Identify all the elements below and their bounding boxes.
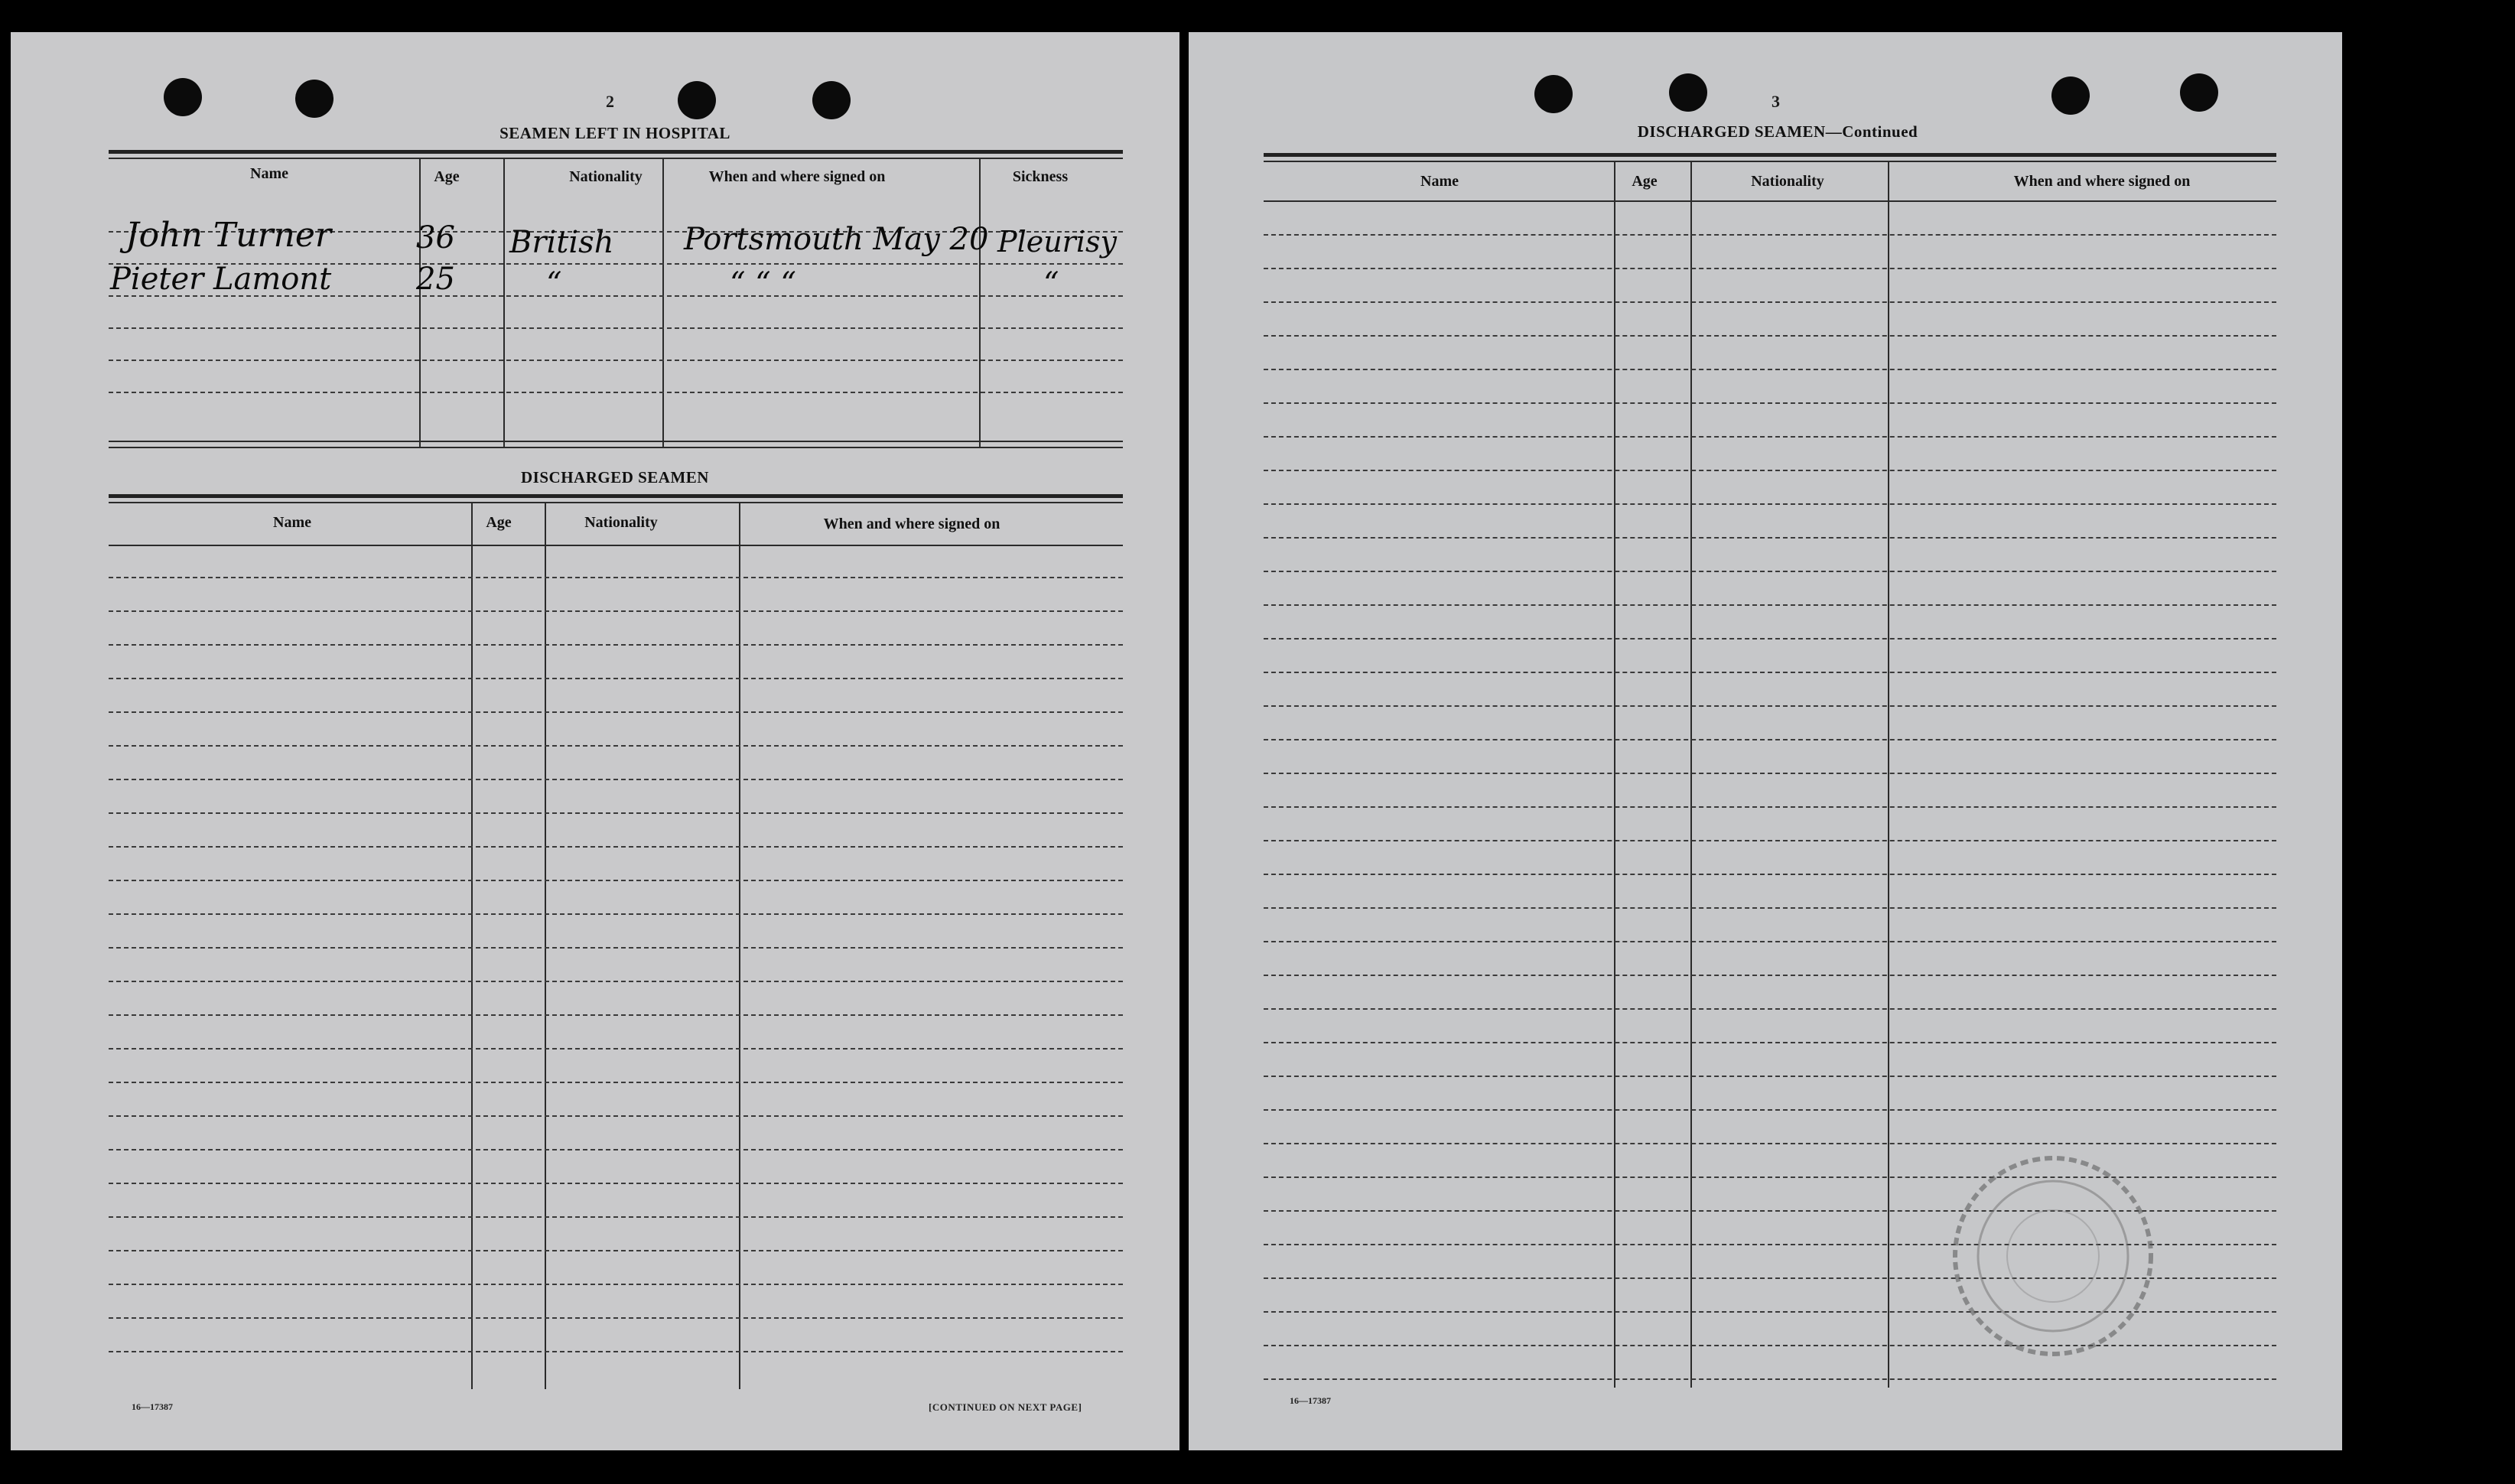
page-number: 2 bbox=[606, 92, 614, 111]
table-row-line bbox=[1264, 1008, 2276, 1010]
table-row-line bbox=[1264, 773, 2276, 775]
hospital-row-2-name: Pieter Lamont bbox=[110, 262, 332, 297]
right-page bbox=[1189, 32, 2342, 1450]
table-row-line bbox=[109, 779, 1123, 781]
table-row-line bbox=[1264, 436, 2276, 438]
table-row-line bbox=[109, 1351, 1123, 1353]
table-row-line bbox=[1264, 537, 2276, 539]
hospital-row-2-nationality: “ bbox=[546, 266, 562, 301]
table-row-line bbox=[1264, 571, 2276, 573]
table-row-line bbox=[109, 812, 1123, 815]
table-row-line bbox=[1264, 604, 2276, 607]
column-header-age: Age bbox=[1632, 173, 1658, 190]
punch-hole bbox=[812, 81, 851, 119]
column-header-age: Age bbox=[434, 168, 460, 185]
discharged-table bbox=[109, 494, 1123, 1391]
punch-hole bbox=[1534, 75, 1573, 113]
table-row-line bbox=[1264, 907, 2276, 910]
table-row-line bbox=[109, 1183, 1123, 1185]
punch-hole bbox=[1669, 73, 1707, 112]
table-row-line bbox=[1264, 739, 2276, 741]
table-row-line bbox=[109, 1284, 1123, 1286]
column-header-signed-on: When and where signed on bbox=[2013, 173, 2191, 190]
table-row-line bbox=[1264, 1378, 2276, 1381]
table-row-line bbox=[109, 644, 1123, 646]
column-header-nationality: Nationality bbox=[1751, 173, 1824, 190]
table-row-line bbox=[109, 913, 1123, 916]
table-row-line bbox=[1264, 672, 2276, 674]
table-row-line bbox=[1264, 335, 2276, 337]
table-row-line bbox=[109, 880, 1123, 882]
table-row-line bbox=[1264, 369, 2276, 371]
table-row-line bbox=[1264, 301, 2276, 304]
table-row-line bbox=[1264, 268, 2276, 270]
table-row-line bbox=[109, 1216, 1123, 1219]
table-row-line bbox=[109, 1082, 1123, 1084]
table-row-line bbox=[109, 1317, 1123, 1320]
column-header-nationality: Nationality bbox=[584, 514, 658, 531]
table-row-line bbox=[109, 947, 1123, 949]
table-row-line bbox=[109, 577, 1123, 579]
punch-hole bbox=[2051, 76, 2090, 115]
punch-hole bbox=[2180, 73, 2218, 112]
table-row-line bbox=[1264, 941, 2276, 943]
table-row-line bbox=[1264, 1109, 2276, 1111]
table-row-line bbox=[109, 1014, 1123, 1017]
hospital-row-1-age: 36 bbox=[416, 220, 455, 255]
circular-stamp bbox=[1938, 1141, 2168, 1371]
table-row-line bbox=[109, 1115, 1123, 1118]
table-row-line bbox=[1264, 806, 2276, 809]
table-row-line bbox=[1264, 1076, 2276, 1078]
hospital-row-2-age: 25 bbox=[416, 262, 455, 297]
table-row-line bbox=[1264, 638, 2276, 640]
table-row-line bbox=[1264, 874, 2276, 876]
left-page bbox=[11, 32, 1179, 1450]
hospital-row-1-nationality: British bbox=[509, 225, 614, 260]
table-row-line bbox=[109, 981, 1123, 983]
table-row-line bbox=[109, 1048, 1123, 1050]
table-row-line bbox=[1264, 234, 2276, 236]
form-code: 16—17387 bbox=[1290, 1395, 1331, 1406]
form-code: 16—17387 bbox=[132, 1401, 173, 1412]
table-row-line bbox=[1264, 1042, 2276, 1044]
table-row-line bbox=[1264, 975, 2276, 977]
hospital-table bbox=[109, 150, 1123, 445]
table-row-line bbox=[1264, 470, 2276, 472]
column-header-sickness: Sickness bbox=[1012, 168, 1069, 185]
column-header-name: Name bbox=[250, 165, 288, 182]
hospital-row-1-signed-on: Portsmouth May 20 bbox=[684, 222, 989, 257]
punch-hole bbox=[678, 81, 716, 119]
hospital-row-2-sickness: “ bbox=[1043, 266, 1059, 301]
hospital-section-title: SEAMEN LEFT IN HOSPITAL bbox=[499, 124, 730, 142]
table-row-line bbox=[109, 1250, 1123, 1252]
table-row-line bbox=[109, 678, 1123, 680]
continued-note: [CONTINUED ON NEXT PAGE] bbox=[929, 1401, 1082, 1413]
table-row-line bbox=[1264, 402, 2276, 405]
column-header-nationality: Nationality bbox=[569, 168, 643, 185]
column-header-age: Age bbox=[486, 514, 512, 531]
discharged-continued-title: DISCHARGED SEAMEN—Continued bbox=[1637, 122, 1918, 141]
table-row-line bbox=[109, 745, 1123, 747]
punch-hole bbox=[295, 80, 333, 118]
table-row-line bbox=[109, 711, 1123, 714]
hospital-row-2-signed-on: “ “ “ bbox=[730, 266, 796, 301]
discharged-section-title: DISCHARGED SEAMEN bbox=[521, 468, 709, 487]
column-header-name: Name bbox=[1420, 173, 1459, 190]
table-row-line bbox=[109, 846, 1123, 848]
hospital-row-1-sickness: Pleurisy bbox=[997, 225, 1117, 259]
punch-hole bbox=[164, 78, 202, 116]
column-header-name: Name bbox=[273, 514, 311, 531]
table-row-line bbox=[1264, 503, 2276, 506]
table-row-line bbox=[1264, 840, 2276, 842]
column-header-signed-on: When and where signed on bbox=[823, 516, 1000, 532]
table-row-line bbox=[1264, 705, 2276, 708]
column-header-signed-on: When and where signed on bbox=[708, 168, 886, 185]
hospital-row-1-name: John Turner bbox=[125, 216, 331, 255]
table-row-line bbox=[109, 1149, 1123, 1151]
table-row-line bbox=[109, 610, 1123, 613]
page-number: 3 bbox=[1772, 92, 1780, 111]
